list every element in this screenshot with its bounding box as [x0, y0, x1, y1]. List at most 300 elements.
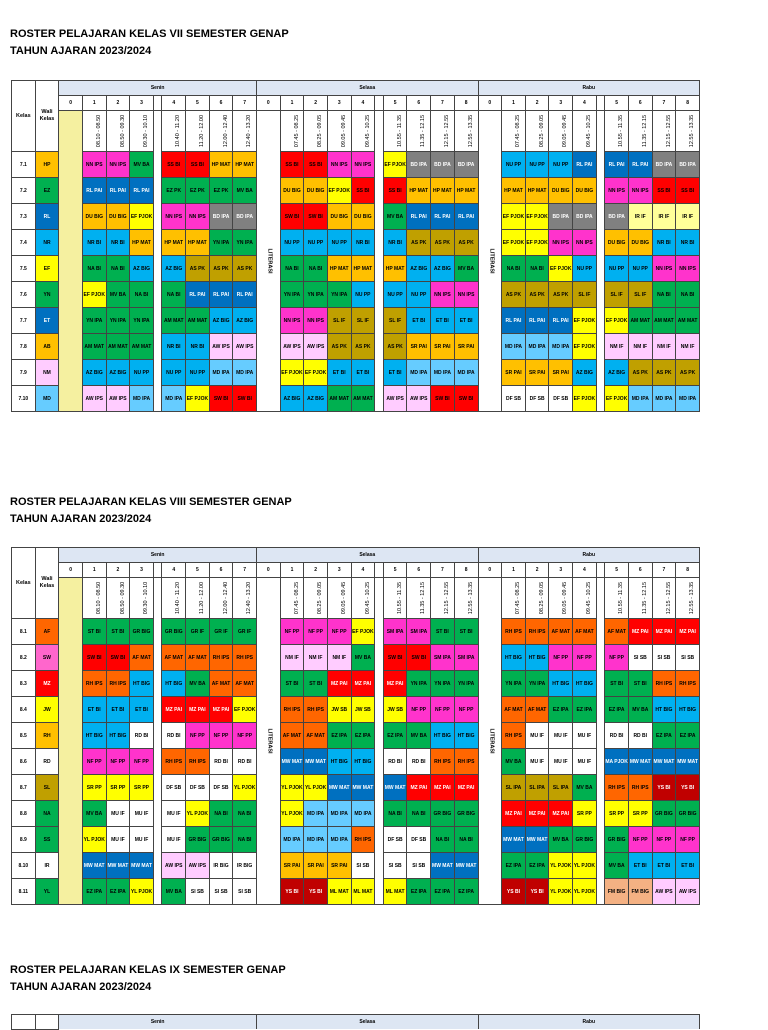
subject-cell: NF PP: [233, 723, 257, 749]
subject-cell: NN IPS: [628, 178, 652, 204]
subject-cell: AM MAT: [106, 334, 130, 360]
subject-cell: MV BA: [233, 178, 257, 204]
period-number: 5: [186, 563, 210, 578]
subject-cell: RL PAI: [431, 204, 455, 230]
subject-cell: RL PAI: [186, 282, 210, 308]
subject-cell: NN IPS: [676, 256, 700, 282]
subject-cell: ET BI: [130, 697, 154, 723]
time-text: 12.55 - 13.35: [689, 114, 696, 148]
subject-cell: MV BA: [628, 697, 652, 723]
time-text: 08.25 - 09.05: [538, 581, 545, 615]
subject-cell: MD IPA: [280, 827, 304, 853]
period-number: 2: [106, 96, 130, 111]
subject-cell: HT BIG: [106, 723, 130, 749]
subject-cell: GR BIG: [431, 801, 455, 827]
subject-cell: ET BI: [351, 360, 375, 386]
subject-cell: AS PK: [454, 230, 478, 256]
subject-cell: NN IPS: [327, 152, 351, 178]
subject-cell: MD IPA: [502, 334, 526, 360]
vertical-label: LITERASI: [488, 248, 495, 274]
subject-cell: AW IPS: [676, 879, 700, 905]
subject-cell: DU BIG: [605, 230, 629, 256]
time-text: 09.45 - 10.25: [364, 581, 371, 615]
period-time: [162, 111, 186, 152]
vertical-label: LITERASI: [266, 728, 273, 754]
subject-cell: NR BI: [652, 230, 676, 256]
subject-cell: SR PAI: [327, 853, 351, 879]
break-column-header: [596, 96, 605, 111]
time-text: 10.40 - 11.20: [175, 581, 182, 615]
subject-cell: MZ PAI: [549, 801, 573, 827]
subject-cell: SR PAI: [525, 360, 549, 386]
roster-vii-table: [11, 80, 700, 412]
day-header-rabu: Rabu: [478, 548, 700, 563]
subject-cell: EZ IPA: [82, 879, 106, 905]
subject-cell: EF PJOK: [304, 360, 328, 386]
subject-cell: SR PP: [106, 775, 130, 801]
subject-cell: NF PP: [549, 645, 573, 671]
subject-cell: GR BIG: [130, 619, 154, 645]
subject-cell: EZ PK: [209, 178, 233, 204]
time-text: 11.20 - 12.00: [199, 581, 206, 615]
period-number: 3: [327, 563, 351, 578]
subject-cell: SS BI: [186, 152, 210, 178]
subject-cell: RD BI: [209, 749, 233, 775]
subject-cell: RL PAI: [106, 178, 130, 204]
subject-cell: SI SB: [383, 853, 407, 879]
subject-cell: HT BIG: [351, 749, 375, 775]
subject-cell: MZ PAI: [525, 801, 549, 827]
subject-cell: ML MAT: [351, 879, 375, 905]
subject-cell: SW BI: [209, 386, 233, 412]
class-id: 8.1: [12, 619, 36, 645]
period-time: [605, 111, 629, 152]
period-time: [130, 111, 154, 152]
roster-vii-title-line1: ROSTER PELAJARAN KELAS VII SEMESTER GENAP: [10, 28, 289, 40]
period-time: [454, 578, 478, 619]
subject-cell: DF SB: [502, 386, 526, 412]
subject-cell: AF MAT: [502, 697, 526, 723]
class-id: 8.5: [12, 723, 36, 749]
subject-cell: SI SB: [233, 879, 257, 905]
subject-cell: SR PP: [573, 801, 597, 827]
roster-ix-title: [10, 962, 286, 996]
subject-cell: BD IPA: [407, 152, 431, 178]
subject-cell: DF SB: [209, 775, 233, 801]
subject-cell: YL PJOK: [549, 879, 573, 905]
subject-cell: EF PJOK: [573, 308, 597, 334]
class-id: 8.9: [12, 827, 36, 853]
period-number: 4: [162, 96, 186, 111]
time-text: 07.45 - 08.25: [293, 581, 300, 615]
subject-cell: ST BI: [628, 671, 652, 697]
period-number: 5: [605, 96, 629, 111]
class-id: 8.11: [12, 879, 36, 905]
subject-cell: RL PAI: [454, 204, 478, 230]
subject-cell: RH IPS: [454, 749, 478, 775]
subject-cell: ST BI: [431, 619, 455, 645]
subject-cell: YS BI: [525, 879, 549, 905]
time-text: 11.35 - 12.15: [420, 581, 427, 615]
subject-cell: MW MAT: [130, 853, 154, 879]
subject-cell: YN IPA: [82, 308, 106, 334]
time-text: 11.35 - 12.15: [641, 581, 648, 615]
period-time: [327, 111, 351, 152]
time-text: 08.10 - 08.50: [96, 581, 103, 615]
subject-cell: AZ BIG: [130, 256, 154, 282]
subject-cell: RH IPS: [652, 671, 676, 697]
vertical-label: LITERASI: [488, 728, 495, 754]
subject-cell: SL IF: [573, 282, 597, 308]
period-time: [431, 111, 455, 152]
class-id: 7.8: [12, 334, 36, 360]
subject-cell: GR BIG: [454, 801, 478, 827]
subject-cell: RD BI: [628, 723, 652, 749]
period-number: 5: [605, 563, 629, 578]
subject-cell: AM MAT: [652, 308, 676, 334]
subject-cell: MU IF: [162, 827, 186, 853]
subject-cell: MD IPA: [454, 360, 478, 386]
subject-cell: ST BI: [106, 619, 130, 645]
subject-cell: MZ PAI: [502, 801, 526, 827]
subject-cell: NU PP: [525, 152, 549, 178]
subject-cell: GR BIG: [605, 827, 629, 853]
time-text: 12.15 - 12.55: [665, 581, 672, 615]
subject-cell: MZ PAI: [676, 619, 700, 645]
time-text: 09.05 - 09.45: [341, 581, 348, 615]
period-time: [676, 111, 700, 152]
period-time: [502, 111, 526, 152]
subject-cell: RH IPS: [605, 775, 629, 801]
subject-cell: AZ BIG: [280, 386, 304, 412]
subject-cell: EZ IPA: [351, 723, 375, 749]
subject-cell: SL IF: [351, 308, 375, 334]
subject-cell: AS PK: [549, 282, 573, 308]
subject-cell: SM IPA: [431, 645, 455, 671]
period-time: [383, 578, 407, 619]
period-time: [407, 111, 431, 152]
subject-cell: SR PP: [82, 775, 106, 801]
subject-cell: NN IPS: [431, 282, 455, 308]
istirahat-block: [375, 578, 384, 905]
day-header-rabu: Rabu: [478, 1015, 700, 1030]
subject-cell: EZ IPA: [605, 697, 629, 723]
period-number: 7: [233, 563, 257, 578]
subject-cell: MD IPA: [233, 360, 257, 386]
subject-cell: AM MAT: [676, 308, 700, 334]
subject-cell: AZ BIG: [106, 360, 130, 386]
subject-cell: RH IPS: [186, 749, 210, 775]
subject-cell: GR BIG: [162, 619, 186, 645]
subject-cell: MD IPA: [549, 334, 573, 360]
kelas-header: Kelas: [12, 81, 36, 152]
subject-cell: HP MAT: [407, 178, 431, 204]
subject-cell: BD IPA: [652, 152, 676, 178]
break-column-header: [153, 563, 162, 578]
subject-cell: IR BIG: [209, 853, 233, 879]
period-number: 3: [549, 563, 573, 578]
period-time: [676, 578, 700, 619]
time-text: 09.45 - 10.25: [586, 581, 593, 615]
period-time: [628, 111, 652, 152]
subject-cell: SM IPA: [383, 619, 407, 645]
subject-cell: YN IPA: [431, 671, 455, 697]
period-number: 8: [454, 563, 478, 578]
wali-kelas: IR: [35, 853, 59, 879]
subject-cell: ET BI: [82, 697, 106, 723]
period-number: 4: [162, 563, 186, 578]
subject-cell: NN IPS: [573, 230, 597, 256]
subject-cell: EF PJOK: [573, 334, 597, 360]
period-time: [106, 111, 130, 152]
subject-cell: NM IF: [605, 334, 629, 360]
subject-cell: YN IPA: [327, 282, 351, 308]
subject-cell: NA BI: [454, 827, 478, 853]
period-number: 0: [478, 96, 502, 111]
subject-cell: NU PP: [383, 282, 407, 308]
subject-cell: EZ IPA: [676, 723, 700, 749]
subject-cell: AF MAT: [549, 619, 573, 645]
subject-cell: AS PK: [628, 360, 652, 386]
subject-cell: AS PK: [351, 334, 375, 360]
subject-cell: RL PAI: [549, 308, 573, 334]
period-time: [106, 578, 130, 619]
subject-cell: SI SB: [407, 853, 431, 879]
subject-cell: MZ PAI: [209, 697, 233, 723]
subject-cell: SR PAI: [407, 334, 431, 360]
break-column-header: [375, 96, 384, 111]
period-number: 2: [525, 563, 549, 578]
istirahat-block: [153, 578, 162, 905]
subject-cell: SR PAI: [304, 853, 328, 879]
subject-cell: MD IPA: [304, 827, 328, 853]
subject-cell: YN IPA: [209, 230, 233, 256]
time-text: 07.45 - 08.25: [515, 581, 522, 615]
period-number: 2: [525, 96, 549, 111]
period-time: [652, 111, 676, 152]
subject-cell: MD IPA: [327, 827, 351, 853]
subject-cell: NR BI: [106, 230, 130, 256]
subject-cell: MD IPA: [652, 386, 676, 412]
period-number: 2: [106, 563, 130, 578]
subject-cell: SL IF: [605, 282, 629, 308]
subject-cell: NF PP: [130, 749, 154, 775]
subject-cell: AS PK: [209, 256, 233, 282]
time-text: 10.55 - 11.35: [618, 581, 625, 615]
subject-cell: HP MAT: [130, 230, 154, 256]
period-time: [605, 578, 629, 619]
class-id: 8.4: [12, 697, 36, 723]
period-time: [82, 111, 106, 152]
subject-cell: AF MAT: [304, 723, 328, 749]
subject-cell: RD BI: [407, 749, 431, 775]
period-number: 2: [304, 563, 328, 578]
subject-cell: NR BI: [676, 230, 700, 256]
subject-cell: JW SB: [327, 697, 351, 723]
subject-cell: HP MAT: [383, 256, 407, 282]
subject-cell: MU IF: [525, 723, 549, 749]
subject-cell: MD IPA: [327, 801, 351, 827]
time-text: 10.55 - 11.35: [396, 114, 403, 148]
subject-cell: ET BI: [676, 853, 700, 879]
subject-cell: AS PK: [676, 360, 700, 386]
subject-cell: YN IPA: [304, 282, 328, 308]
subject-cell: AS PK: [186, 256, 210, 282]
subject-cell: NM IF: [304, 645, 328, 671]
subject-cell: MD IPA: [525, 334, 549, 360]
subject-cell: MD IPA: [162, 386, 186, 412]
subject-cell: NF PP: [304, 619, 328, 645]
subject-cell: RL PAI: [628, 152, 652, 178]
subject-cell: NU PP: [605, 256, 629, 282]
subject-cell: ST BI: [454, 619, 478, 645]
subject-cell: MZ PAI: [652, 619, 676, 645]
subject-cell: JW SB: [383, 697, 407, 723]
subject-cell: IR BIG: [233, 853, 257, 879]
period-time: [351, 111, 375, 152]
subject-cell: MV BA: [502, 749, 526, 775]
subject-cell: RH IPS: [304, 697, 328, 723]
subject-cell: DU BIG: [82, 204, 106, 230]
subject-cell: GR IF: [233, 619, 257, 645]
subject-cell: YN IPA: [407, 671, 431, 697]
subject-cell: IR IF: [676, 204, 700, 230]
period-number: 4: [573, 96, 597, 111]
roster-viii-table: [11, 547, 700, 905]
subject-cell: DF SB: [525, 386, 549, 412]
subject-cell: SR PAI: [502, 360, 526, 386]
subject-cell: NU PP: [573, 256, 597, 282]
subject-cell: YL PJOK: [573, 853, 597, 879]
subject-cell: SS BI: [162, 152, 186, 178]
subject-cell: NM IF: [652, 334, 676, 360]
subject-cell: ET BI: [106, 697, 130, 723]
subject-cell: RH IPS: [233, 645, 257, 671]
subject-cell: AW IPS: [106, 386, 130, 412]
subject-cell: NU PP: [304, 230, 328, 256]
subject-cell: SS BI: [304, 152, 328, 178]
subject-cell: GR BIG: [186, 827, 210, 853]
subject-cell: MV BA: [383, 204, 407, 230]
time-text: 09.05 - 09.45: [562, 114, 569, 148]
subject-cell: NA BI: [676, 282, 700, 308]
subject-cell: NU PP: [327, 230, 351, 256]
subject-cell: MU IF: [162, 801, 186, 827]
roster-ix-title-line2: TAHUN AJARAN 2023/2024: [10, 981, 152, 993]
subject-cell: SI SB: [652, 645, 676, 671]
subject-cell: YN IPA: [502, 671, 526, 697]
subject-cell: NU PP: [407, 282, 431, 308]
subject-cell: MW MAT: [431, 853, 455, 879]
subject-cell: MZ PAI: [162, 697, 186, 723]
subject-cell: MU IF: [549, 749, 573, 775]
period-time: [233, 111, 257, 152]
subject-cell: MD IPA: [431, 360, 455, 386]
subject-cell: SW BI: [407, 645, 431, 671]
subject-cell: ST BI: [280, 671, 304, 697]
subject-cell: AS PK: [327, 334, 351, 360]
subject-cell: RH IPS: [502, 723, 526, 749]
subject-cell: AW IPS: [407, 386, 431, 412]
subject-cell: BD IPA: [549, 204, 573, 230]
subject-cell: YS BI: [304, 879, 328, 905]
day-header-rabu: Rabu: [478, 81, 700, 96]
subject-cell: YL PJOK: [280, 801, 304, 827]
subject-cell: MZ PAI: [454, 775, 478, 801]
wali-kelas: EZ: [35, 178, 59, 204]
subject-cell: NU PP: [130, 360, 154, 386]
period-number: 2: [304, 96, 328, 111]
subject-cell: RD BI: [605, 723, 629, 749]
roster-ix-title-line1: ROSTER PELAJARAN KELAS IX SEMESTER GENAP: [10, 964, 286, 976]
subject-cell: EF PJOK: [549, 256, 573, 282]
subject-cell: RL PAI: [407, 204, 431, 230]
subject-cell: HP MAT: [351, 256, 375, 282]
subject-cell: SR PAI: [549, 360, 573, 386]
subject-cell: NF PP: [652, 827, 676, 853]
subject-cell: RD BI: [162, 723, 186, 749]
subject-cell: SW BI: [106, 645, 130, 671]
time-text: 11.35 - 12.15: [641, 114, 648, 148]
subject-cell: SI SB: [186, 879, 210, 905]
subject-cell: NM IF: [280, 645, 304, 671]
period-time: [351, 578, 375, 619]
period-time: [280, 111, 304, 152]
subject-cell: NA BI: [280, 256, 304, 282]
period-number: 5: [383, 563, 407, 578]
subject-cell: SS BI: [652, 178, 676, 204]
subject-cell: NA BI: [162, 282, 186, 308]
period-number: 1: [82, 96, 106, 111]
subject-cell: AZ BIG: [209, 308, 233, 334]
subject-cell: SL IPA: [549, 775, 573, 801]
subject-cell: NA BI: [130, 282, 154, 308]
subject-cell: EF PJOK: [186, 386, 210, 412]
wali-kelas: HP: [35, 152, 59, 178]
wali-kelas: RH: [35, 723, 59, 749]
subject-cell: MA PJOK: [605, 749, 629, 775]
subject-cell: BD IPA: [605, 204, 629, 230]
period-time: [573, 578, 597, 619]
period-number: 4: [351, 96, 375, 111]
wali-kelas: YL: [35, 879, 59, 905]
subject-cell: MW MAT: [82, 853, 106, 879]
subject-cell: AF MAT: [162, 645, 186, 671]
period-number: 3: [327, 96, 351, 111]
period-number: 1: [82, 563, 106, 578]
literasi-block: [478, 111, 502, 412]
subject-cell: ST BI: [605, 671, 629, 697]
subject-cell: IR IF: [652, 204, 676, 230]
time-text: 08.25 - 09.05: [538, 114, 545, 148]
subject-cell: AW IPS: [233, 334, 257, 360]
subject-cell: YL PJOK: [549, 853, 573, 879]
class-id: 7.9: [12, 360, 36, 386]
subject-cell: GR BIG: [676, 801, 700, 827]
subject-cell: ET BI: [454, 308, 478, 334]
class-id: 8.7: [12, 775, 36, 801]
period-time: [628, 578, 652, 619]
time-text: 12.00 - 12.40: [222, 581, 229, 615]
period-number: 6: [407, 96, 431, 111]
subject-cell: AZ BIG: [605, 360, 629, 386]
subject-cell: SL IPA: [525, 775, 549, 801]
period-number: 6: [209, 563, 233, 578]
subject-cell: HT BIG: [652, 697, 676, 723]
subject-cell: YS BI: [280, 879, 304, 905]
subject-cell: MV BA: [186, 671, 210, 697]
wali-kelas: NR: [35, 230, 59, 256]
